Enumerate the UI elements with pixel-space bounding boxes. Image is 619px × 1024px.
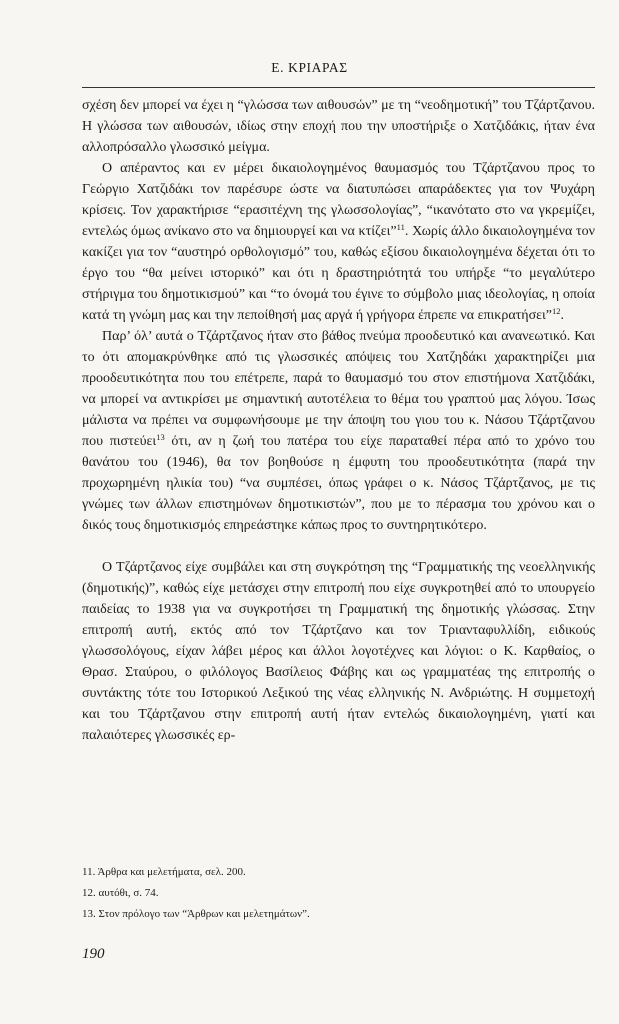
footnotes [82,862,595,925]
paragraph-3: Παρ’ όλ’ αυτά ο Τζάρτζανος ήταν στο βάθος πνεύμα προοδευτικό και ανανεωτικό. Και το ότι απομακρύνθηκε από τις γλωσσικές απόψεις του Χατζηδάκι χαρακτηρίζει μια προοδευτικότητα που του επέτρεπε, παρά το θαυμασμό του στον επιστήμονα Χατζιδάκι, να μπορεί να αντικρίσει με σημαντική αυτοτέλεια το θέμα του γραπτού μας λόγου. Ίσως μάλιστα να πρέπει να συμφωνήσουμε με την άποψη του γιου του κ. Νάσου Τζάρτζανου που πιστεύει$^{13}$ ότι, αν η ζωή του πατέρα του είχε παραταθεί πέρα από το χρόνο του θανάτου του (1946), θα τον βοηθούσε η έμφυτη του προοδευτικότητα (παρά την προχωρημένη ηλικία του) “να συμπέσει, όπως γράφει ο κ. Νάσος Τζάρτζανος, με τις γνώμες των άλλων επιστημόνων δημοτικιστών”, που με το πέρασμα του χρόνου και ο δικός τους δημοτικισμός επηρεάστηκε κάπως προς το συντηρητικότερο. [82,329,595,533]
footnote-12: 12. αυτόθι, σ. 74. [82,887,159,899]
paragraph-2: Ο απέραντος και εν μέρει δικαιολογημένος θαυμασμός του Τζάρτζανου προς το Γεώργιο Χατζιδάκι τον παρέσυρε ώστε να διατυπώσει απαράδεκτες για τον Ψυχάρη κρίσεις. Τον χαρακτήρισε “ερασιτέχνη της γλωσσολογίας”, “ικανότατο στο να γκρεμίζει, εντελώς όμως ανίκανο στο να δημιουργεί και να κτίζει”$^{11}$. Χωρίς άλλο δικαιολογημένα τον κακίζει για τον “αυστηρό ορθολογισμό” του, καθώς εξίσου δικαιολογημένα δέχεται ότι το έργο του “θα μείνει ιστορικό” και ότι η δραστηριότητά του υπήρξε “το μεγαλύτερο στήριγμα του δημοτικισμού” και “το όνομά του έγινε το σύμβολο μιας ιδεολογίας, η οποία κατά τη γνώμη μας και την πεποίθησή μας αργά ή γρήγορα έπρεπε να επικρατήσει”$^{12}$. [82,161,595,323]
page-number: 190 [82,946,105,962]
footnote-ref-11: 11 [396,222,405,232]
running-head: Ε. ΚΡΙΑΡΑΣ [271,60,348,75]
footnote-11: 11. Άρθρα και μελετήματα, σελ. 200. [82,866,246,878]
body-text [82,95,595,746]
header-rule [82,87,595,88]
footnote-ref-13: 13 [156,432,165,442]
paragraph-1: σχέση δεν μπορεί να έχει η “γλώσσα των αιθουσών” με τη “νεοδημοτική” του Τζάρτζανου. Η γλώσσα των αιθουσών, ιδίως στην εποχή που την υποστήριξε ο Χατζιδάκις, ήταν ένα αλλοπρόσαλλο γλωσσικό μείγμα. [82,98,595,155]
footnote-13: 13. Στον πρόλογο των “Άρθρων και μελετημάτων”. [82,908,310,920]
footnote-ref-12: 12 [552,306,561,316]
paragraph-4: Ο Τζάρτζανος είχε συμβάλει και στη συγκρότηση της “Γραμματικής της νεοελληνικής (δημοτικής)”, καθώς είχε μετάσχει στην επιτροπή που είχε συγκροτηθεί από το υπουργείο παιδείας το 1938 για να συγκροτήσει τη Γραμματική της δημοτικής γλώσσας. Στην επιτροπή αυτή, εκτός από τον Τζάρτζανο και τον Τριανταφυλλίδη, ειδικούς γλωσσολόγους, είχαν λάβει μέρος και άλλοι λογοτέχνες και λόγιοι: ο Κ. Καρθαίος, ο Θρασ. Σταύρου, ο φιλόλογος Βασίλειος Φάβης και ως γραμματέας της επιτροπής ο συντάκτης τότε του Ιστορικού Λεξικού της νέας ελληνικής Ν. Ανδριώτης. Η συμμετοχή και του Τζάρτζανου στην επιτροπή αυτή ήταν εντελώς δικαιολογημένη, γιατί και παλαιότερες γλωσσικές ερ- [82,560,595,743]
